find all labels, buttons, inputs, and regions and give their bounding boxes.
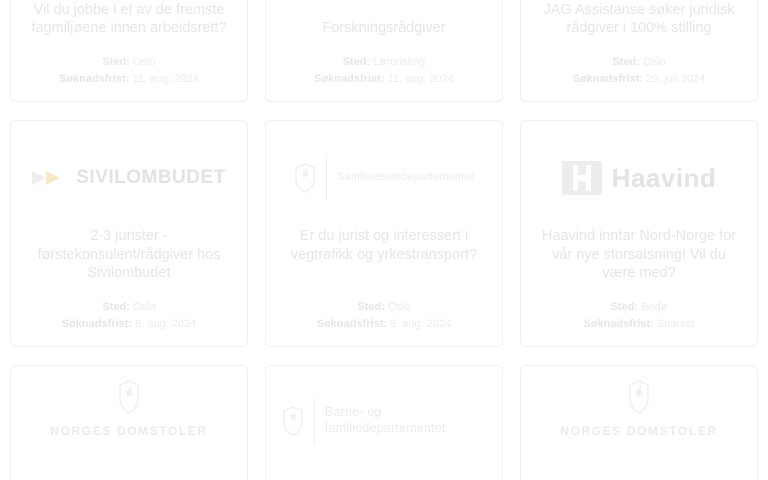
company-name: NORGES DOMSTOLER	[50, 423, 208, 438]
job-title: Er du jurist og interessert i vegtrafikk og yrkestransport?	[290, 228, 478, 263]
job-deadline-label: Søknadsfrist:	[572, 73, 643, 85]
job-title: Haavind inntar Nord-Norge for vår nye storsatsning! Vil du være med?	[541, 228, 737, 282]
haavind-mark-icon	[562, 161, 602, 195]
norwegian-lion-crest-icon	[282, 406, 304, 436]
company-logo	[27, 380, 231, 440]
job-deadline	[59, 73, 199, 85]
job-location-value: Oslo	[387, 300, 411, 313]
job-location-value: Bodø	[641, 300, 668, 313]
job-location-label: Sted:	[102, 300, 130, 313]
job-location-label: Sted:	[357, 300, 385, 313]
norwegian-lion-crest-icon	[294, 163, 316, 193]
job-deadline	[573, 73, 706, 85]
job-deadline-value: 9. aug. 2024	[390, 317, 452, 330]
job-title: 2-3 jurister - førstekonsulent/rådgiver hos Sivilombudet	[37, 228, 221, 282]
company-logo	[537, 380, 741, 440]
company-logo	[27, 135, 231, 221]
job-location-label: Sted:	[102, 56, 130, 68]
job-card[interactable]	[265, 365, 503, 480]
norges-domstoler-crest-icon	[118, 380, 140, 414]
job-deadline	[583, 318, 694, 330]
logo-divider	[314, 398, 315, 444]
job-location-label: Sted:	[612, 56, 640, 68]
job-card[interactable]	[265, 0, 503, 102]
job-title: Vil du jobbe i et av de fremste fagmiljøene innen arbeidsrett?	[31, 1, 227, 37]
job-deadline-value: 20. juli 2024	[646, 73, 706, 85]
job-card-grid	[10, 0, 758, 480]
job-card[interactable]	[520, 0, 758, 102]
job-location-value: Oslo	[132, 56, 156, 68]
job-location	[612, 56, 665, 68]
job-location-value: Lørenskog	[373, 56, 426, 68]
job-card[interactable]	[520, 120, 758, 347]
job-location-label: Sted:	[342, 56, 371, 68]
job-card[interactable]	[10, 365, 248, 480]
norges-domstoler-crest-icon	[628, 380, 650, 414]
job-location	[102, 56, 155, 68]
job-deadline-value: Snarest	[656, 317, 695, 330]
sivilombudet-mark-icon	[32, 169, 66, 187]
job-title: Forskningsrådgiver	[322, 20, 446, 37]
job-deadline	[314, 73, 454, 85]
job-deadline	[62, 318, 197, 330]
company-name: Haavind	[611, 162, 717, 193]
job-deadline-value: 6. aug. 2024	[135, 317, 197, 330]
job-location-value: Oslo	[132, 300, 156, 313]
company-logo	[282, 135, 486, 221]
company-logo	[282, 380, 486, 444]
company-name: NORGES DOMSTOLER	[560, 423, 718, 438]
job-deadline-label: Søknadsfrist:	[316, 317, 388, 330]
logo-divider	[326, 155, 327, 201]
company-name: Samferdselsdepartementet	[337, 171, 474, 184]
job-card[interactable]	[520, 365, 758, 480]
job-location-value: Oslo	[642, 56, 666, 68]
job-deadline-label: Søknadsfrist:	[314, 73, 385, 85]
job-location	[343, 56, 426, 68]
job-location	[102, 301, 155, 313]
company-name: SIVILOMBUDET	[76, 167, 226, 188]
job-title: JAG Assistanse søker juridisk rådgiver i 100% stilling	[543, 1, 735, 37]
job-card[interactable]	[10, 0, 248, 102]
job-location	[357, 301, 410, 313]
job-location-label: Sted:	[610, 300, 639, 313]
job-card[interactable]	[265, 120, 503, 347]
job-deadline-value: 11. aug. 2024	[132, 73, 199, 85]
job-deadline-label: Søknadsfrist:	[59, 73, 130, 85]
job-deadline-value: 11. aug. 2024	[387, 73, 454, 85]
job-deadline	[317, 318, 452, 330]
job-deadline-label: Søknadsfrist:	[583, 317, 654, 330]
company-logo	[537, 135, 741, 221]
job-deadline-label: Søknadsfrist:	[61, 317, 133, 330]
job-location	[611, 301, 668, 313]
company-name: Barne- og familiedepartementet	[324, 405, 446, 435]
job-card[interactable]	[10, 120, 248, 347]
